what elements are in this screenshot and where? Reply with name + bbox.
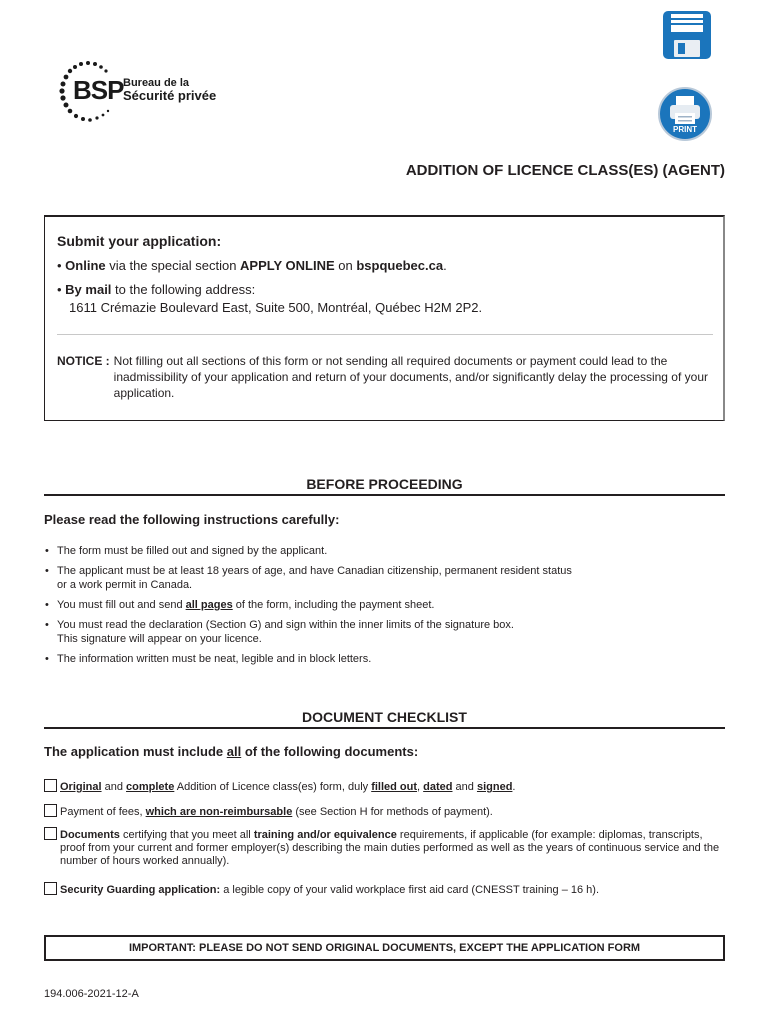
apply-online-label: APPLY ONLINE	[240, 258, 335, 273]
checklist-heading	[44, 744, 418, 759]
list-item	[44, 652, 704, 666]
notice-label: NOTICE :	[57, 354, 110, 368]
checklist-heading-text: of the following documents:	[241, 744, 419, 759]
document-checklist-title: DOCUMENT CHECKLIST	[302, 709, 467, 725]
list-item-text: You must read the declaration (Section G) and sign within the inner limits of the signature box.	[57, 619, 514, 631]
text: a legible copy of your valid workplace first aid card (CNESST training – 16 h).	[220, 884, 600, 896]
checkbox[interactable]	[44, 779, 57, 792]
text: and	[452, 781, 477, 793]
checklist-item-fees	[44, 806, 724, 819]
list-item	[44, 598, 704, 612]
text: and	[101, 781, 127, 793]
printer-icon	[657, 86, 713, 142]
emphasis: dated	[423, 781, 453, 793]
list-item-text: The applicant must be at least 18 years of age, and have Canadian citizenship, permanent resident status	[57, 565, 572, 577]
checklist-item-text	[60, 829, 724, 868]
checkbox[interactable]	[44, 827, 57, 840]
list-item-text: or a work permit in Canada.	[57, 579, 193, 591]
checkbox[interactable]	[44, 882, 57, 895]
emphasis: Original	[60, 781, 102, 793]
text: ,	[417, 781, 424, 793]
section-divider	[44, 727, 725, 729]
emphasis: Security Guarding application:	[60, 884, 221, 896]
emphasis: Documents	[60, 829, 120, 841]
list-item	[44, 618, 704, 646]
emphasis: training and/or equivalence	[253, 829, 397, 841]
save-button[interactable]	[662, 10, 712, 60]
checklist-item-documents	[44, 829, 724, 868]
checklist-heading-emphasis: all	[226, 744, 242, 759]
text: (see Section H for methods of payment).	[292, 806, 493, 818]
checklist-item-text	[60, 884, 599, 897]
checklist-item-form	[44, 781, 724, 794]
form-title: ADDITION OF LICENCE CLASS(ES) (AGENT)	[405, 162, 725, 179]
text: certifying that you meet all	[119, 829, 254, 841]
logo-line-1: Bureau de la	[123, 77, 190, 89]
online-text-2: on	[334, 258, 357, 273]
list-item	[44, 564, 704, 592]
emphasis: complete	[126, 781, 175, 793]
mail-text: to the following address:	[111, 282, 256, 297]
section-divider	[44, 494, 725, 496]
text: Addition of Licence class(es) form, duly	[174, 781, 372, 793]
list-item-emphasis: all pages	[185, 599, 233, 611]
submit-mail-line	[57, 282, 255, 297]
checklist-item-text	[60, 806, 493, 819]
important-notice: IMPORTANT: PLEASE DO NOT SEND ORIGINAL DOCUMENTS, EXCEPT THE APPLICATION FORM	[44, 935, 725, 961]
submit-online-line	[57, 258, 447, 273]
notice	[57, 353, 717, 401]
floppy-disk-icon	[662, 10, 712, 60]
before-proceeding-title: BEFORE PROCEEDING	[306, 476, 463, 492]
submit-heading: Submit your application:	[57, 233, 222, 249]
logo-line-2: Sécurité privée	[123, 88, 217, 103]
list-item-text: The information written must be neat, legible and in block letters.	[57, 653, 372, 665]
logo-initials: BSP	[73, 75, 124, 105]
print-button[interactable]	[657, 86, 713, 142]
list-item-text: The form must be filled out and signed by the applicant.	[57, 545, 328, 557]
submit-application-box	[44, 215, 725, 421]
form-code: 194.006-2021-12-A	[44, 988, 139, 1000]
online-text: via the special section	[105, 258, 241, 273]
instructions-list	[44, 544, 704, 672]
emphasis: which are non-reimbursable	[145, 806, 293, 818]
online-label: Online	[65, 258, 106, 273]
list-item-text: You must fill out and send	[57, 599, 186, 611]
instructions-heading: Please read the following instructions carefully:	[44, 512, 340, 527]
list-item-text: of the form, including the payment sheet.	[232, 599, 435, 611]
emphasis: signed	[476, 781, 513, 793]
bsp-logo	[55, 58, 225, 124]
text: Payment of fees,	[60, 806, 146, 818]
text: requirements, if applicable (for example: diplomas, transcripts, proof from your current and former employer(s) describing the main duties performed as well as the years of continuous service and the number of hours worked annually).	[60, 829, 720, 867]
website-link[interactable]: bspquebec.ca	[356, 258, 444, 273]
emphasis: filled out	[371, 781, 418, 793]
notice-text: Not filling out all sections of this form or not sending all required documents or payment could lead to the inadmissibility of your application and return of your documents, and/or significantly delay the processing of your application.	[113, 354, 708, 400]
bullet: •	[57, 258, 66, 273]
checklist-heading-text: The application must include	[44, 744, 227, 759]
mail-label: By mail	[65, 282, 112, 297]
list-item	[44, 544, 704, 558]
checklist-item-text	[60, 781, 515, 794]
checklist-item-security-guarding	[44, 884, 724, 897]
print-label: PRINT	[673, 125, 697, 134]
bullet: •	[57, 282, 66, 297]
checkbox[interactable]	[44, 804, 57, 817]
text: .	[512, 781, 516, 793]
mailing-address: 1611 Crémazie Boulevard East, Suite 500, Montréal, Québec H2M 2P2.	[69, 300, 483, 315]
period: .	[443, 258, 447, 273]
divider	[57, 334, 713, 335]
list-item-text: This signature will appear on your licence.	[57, 633, 262, 645]
